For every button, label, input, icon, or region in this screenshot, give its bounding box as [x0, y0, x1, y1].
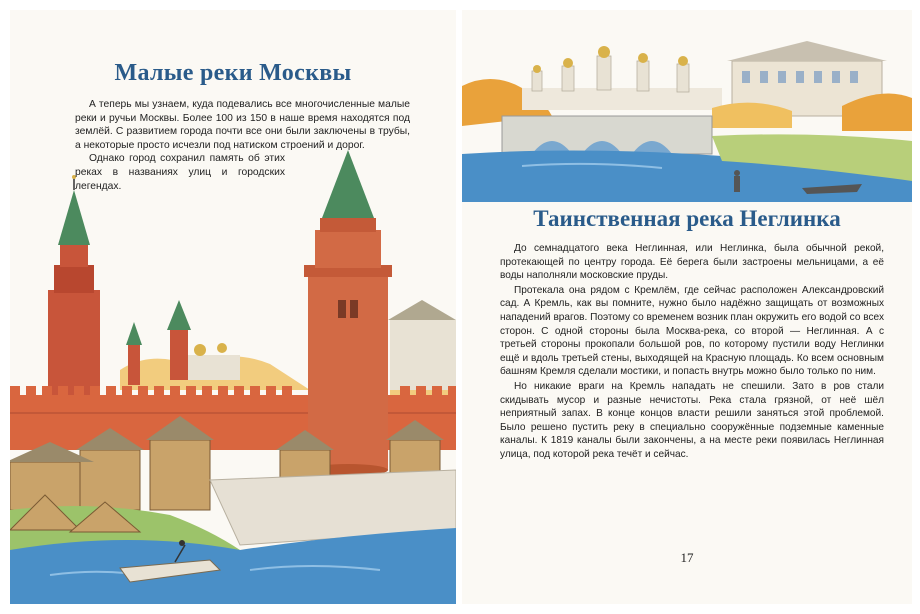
right-page-title: Таинственная река Неглинка — [533, 206, 841, 231]
left-paragraph: А теперь мы узнаем, куда подевались все многочисленные малые реки и ручьи Москвы. Более 100 из 150 в наше время находятся под землёй. С развитием города почти все они были заключены в трубы, а некоторые просто исчезли под натиском строений и дорог. — [75, 99, 410, 151]
kremlin-wall-illustration — [10, 150, 456, 604]
left-page — [10, 10, 456, 604]
left-page-title: Малые реки Москвы — [114, 60, 352, 86]
left-page-text — [75, 98, 410, 193]
right-page-text — [500, 242, 884, 463]
right-paragraph: Протекала она рядом с Кремлём, где сейчас расположен Александровский сад. А Кремль, как вы помните, нужно было надёжно защищать от возможных нападений врагов. Поэтому со временем возник план окружить его водой со всех сторон. С одной стороны была Москва-река, со второй — Неглинная. А с третьей стороны прокопали большой ров, по которому пустили воду Неглинки ещё и вдоль третьей стены, выходящей на Красную площадь. Ко всем основным башням Кремля сделали мостики, и попасть внутрь можно было только по ним. — [500, 284, 884, 378]
right-paragraph: Но никакие враги на Кремль нападать не спешили. Зато в ров стали скидывать мусор и разные нечистоты. Река стала грязной, от неё шёл неприятный запах. В конце концов власти решили заняться этой проблемой. Было решено пустить реку в специально сооружённые подземные каменные каналы. К 1819 каналы были закончены, а на месте реки появилась Неглинная улица, под которой река течёт и сейчас. — [500, 380, 884, 460]
right-paragraph: До семнадцатого века Неглинная, или Неглинка, была обычной рекой, протекающей по центру города. Её берега были застроены мельницами, а её воды наполняли московские пруды. — [500, 243, 884, 282]
neglinka-bridge-illustration — [462, 16, 912, 202]
left-paragraph: Однако город сохранил память об этих реках в названиях улиц и городских легендах. — [75, 153, 285, 192]
page-number: 17 — [680, 550, 694, 565]
right-page — [462, 10, 912, 604]
